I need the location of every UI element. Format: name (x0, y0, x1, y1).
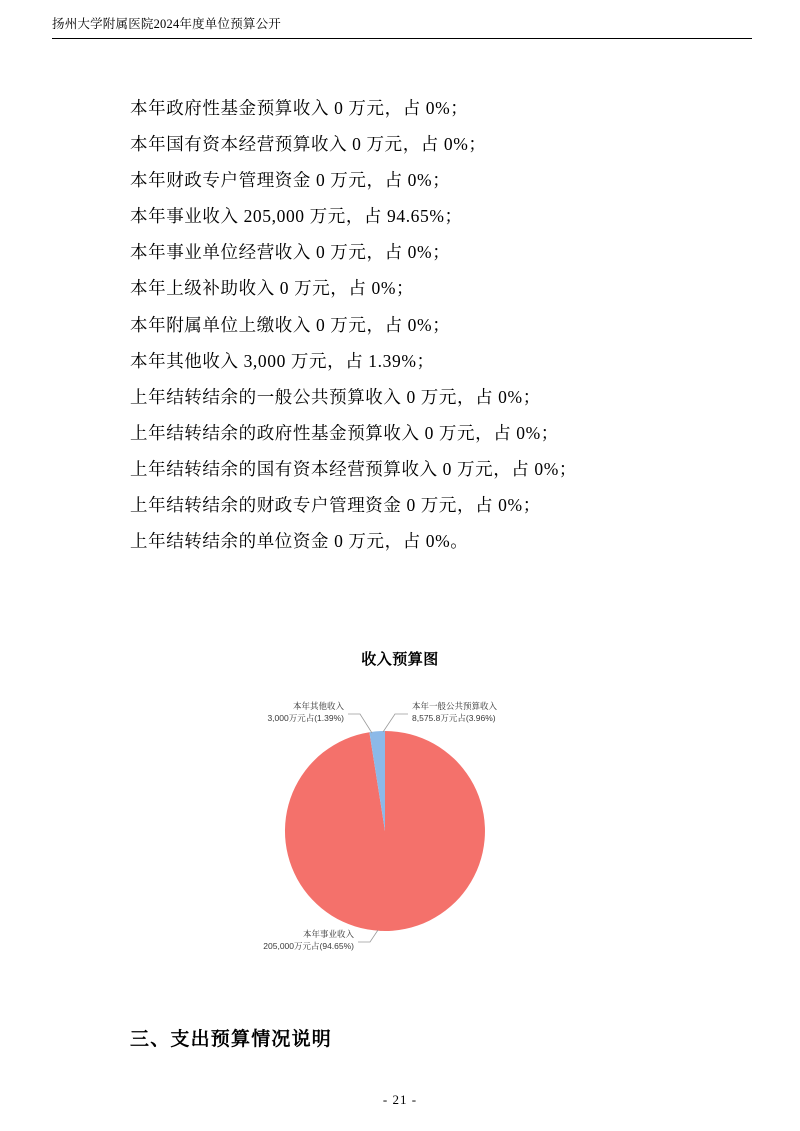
body-line: 本年附属单位上缴收入 0 万元，占 0%； (130, 314, 451, 335)
body-line: 上年结转结余的一般公共预算收入 0 万元，占 0%； (130, 386, 541, 407)
pie-label-yiban-gonggong-value: 8,575.8万元占(3.96%) (412, 713, 496, 723)
body-line: 上年结转结余的国有资本经营预算收入 0 万元，占 0%； (130, 458, 578, 479)
body-line: 上年结转结余的政府性基金预算收入 0 万元，占 0%； (130, 422, 559, 443)
pie-label-yiban-gonggong-name: 本年一般公共预算收入 (412, 701, 498, 711)
body-line: 上年结转结余的单位资金 0 万元，占 0%。 (130, 531, 469, 552)
leader-line-yiban-gonggong (383, 714, 408, 732)
pie-label-qita-shouru-value: 3,000万元占(1.39%) (267, 713, 344, 723)
body-line: 本年其他收入 3,000 万元，占 1.39%； (130, 350, 435, 371)
leader-line-shiye-shouru (358, 930, 378, 942)
body-line: 本年事业单位经营收入 0 万元，占 0%； (130, 242, 451, 263)
body-line: 本年财政专户管理资金 0 万元，占 0%； (130, 170, 451, 191)
pie-label-shiye-shouru-name: 本年事业收入 (302, 929, 354, 939)
revenue-pie-chart (180, 676, 620, 976)
leader-line-qita-shouru (348, 714, 372, 733)
pie-label-qita-shouru-name: 本年其他收入 (292, 701, 344, 711)
chart-title: 收入预算图 (361, 651, 439, 668)
page-header: 扬州大学附属医院2024年度单位预算公开 (52, 16, 752, 39)
section-heading: 三、支出预算情况说明 (130, 1029, 333, 1050)
page-number: - 21 - (382, 1092, 418, 1107)
body-line: 本年事业收入 205,000 万元，占 94.65%； (130, 206, 463, 227)
body-line: 本年国有资本经营预算收入 0 万元，占 0%； (130, 134, 487, 155)
body-line: 本年上级补助收入 0 万元，占 0%； (130, 278, 415, 299)
body-line: 上年结转结余的财政专户管理资金 0 万元，占 0%； (130, 495, 541, 516)
budget-revenue-paragraph (130, 100, 690, 569)
pie-label-shiye-shouru-value: 205,000万元占(94.65%) (263, 941, 354, 951)
body-line: 本年政府性基金预算收入 0 万元，占 0%； (130, 98, 469, 118)
